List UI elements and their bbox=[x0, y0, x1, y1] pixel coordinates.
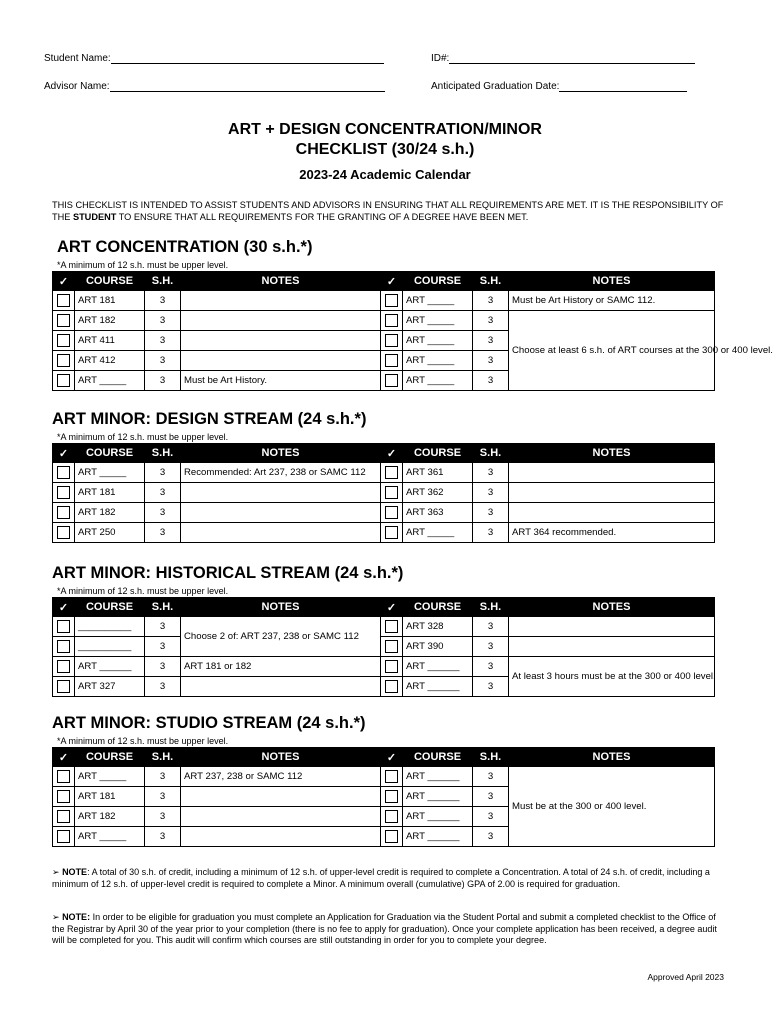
check-cell[interactable] bbox=[381, 657, 403, 677]
checkbox[interactable] bbox=[57, 334, 70, 347]
graduation-date-line[interactable] bbox=[559, 80, 687, 92]
course-cell: ART 361 bbox=[403, 463, 473, 483]
checkbox[interactable] bbox=[57, 486, 70, 499]
table-row bbox=[53, 311, 715, 331]
table-row bbox=[53, 767, 715, 787]
intro-text-1: THIS CHECKLIST IS INTENDED TO ASSIST STUDENTS AND ADVISORS IN ENSURING THAT ALL REQUIREMENTS ARE MET. IT IS THE RESPONSIBILITY OF THE bbox=[52, 200, 724, 222]
check-cell[interactable] bbox=[53, 351, 75, 371]
column-header-check: ✓ bbox=[381, 444, 403, 463]
academic-calendar: 2023-24 Academic Calendar bbox=[299, 167, 471, 182]
notes-cell bbox=[509, 617, 715, 637]
check-cell[interactable] bbox=[381, 807, 403, 827]
checklist-table bbox=[52, 747, 715, 847]
course-cell: ART _____ bbox=[403, 311, 473, 331]
notes-cell: Must be Art History. bbox=[181, 371, 381, 391]
check-cell[interactable] bbox=[381, 637, 403, 657]
footnote-1-label: NOTE bbox=[62, 867, 88, 877]
notes-cell bbox=[181, 331, 381, 351]
checkbox[interactable] bbox=[57, 680, 70, 693]
footnote-2-text: In order to be eligible for graduation you must complete an Application for Graduation via the Student Portal and submit a completed checklist to the Office of the Registrar by April 30 of the year prior to your completion (there is no fee to apply for graduation). Once your complete application has been received, a degree audit will be completed for you. This audit will confirm which courses are still outstanding in order for you to complete your degree. bbox=[52, 912, 717, 945]
course-cell: ART 412 bbox=[75, 351, 145, 371]
checkbox[interactable] bbox=[385, 660, 398, 673]
section-title: ART MINOR: HISTORICAL STREAM (24 s.h.*) bbox=[52, 564, 404, 582]
sh-cell: 3 bbox=[145, 371, 181, 391]
column-header-check: ✓ bbox=[381, 748, 403, 767]
column-header-sh: S.H. bbox=[145, 598, 181, 617]
checkbox[interactable] bbox=[57, 314, 70, 327]
check-cell[interactable] bbox=[381, 677, 403, 697]
check-cell[interactable] bbox=[53, 807, 75, 827]
check-cell[interactable] bbox=[381, 483, 403, 503]
course-cell: ART _____ bbox=[403, 331, 473, 351]
column-header-course: COURSE bbox=[75, 444, 145, 463]
column-header-check: ✓ bbox=[381, 598, 403, 617]
check-cell[interactable] bbox=[53, 463, 75, 483]
checkbox[interactable] bbox=[385, 770, 398, 783]
notes-cell bbox=[181, 351, 381, 371]
table-header-row bbox=[53, 444, 715, 463]
student-id-label: ID#: bbox=[431, 53, 450, 64]
check-cell[interactable] bbox=[381, 523, 403, 543]
approved-date: Approved April 2023 bbox=[647, 972, 724, 982]
course-cell: ART 363 bbox=[403, 503, 473, 523]
course-cell: ART 181 bbox=[75, 483, 145, 503]
checklist-table bbox=[52, 597, 715, 697]
notes-cell: ART 364 recommended. bbox=[509, 523, 715, 543]
sh-cell: 3 bbox=[473, 807, 509, 827]
checkbox[interactable] bbox=[385, 374, 398, 387]
notes-cell bbox=[181, 483, 381, 503]
checkbox[interactable] bbox=[385, 810, 398, 823]
checkbox[interactable] bbox=[385, 620, 398, 633]
column-header-course: COURSE bbox=[75, 272, 145, 291]
course-cell: ART ______ bbox=[403, 657, 473, 677]
column-header-sh: S.H. bbox=[145, 272, 181, 291]
course-cell: ART _____ bbox=[403, 291, 473, 311]
course-cell: ART 390 bbox=[403, 637, 473, 657]
table-row bbox=[53, 637, 715, 657]
checkbox[interactable] bbox=[385, 466, 398, 479]
notes-cell: Must be Art History or SAMC 112. bbox=[509, 291, 715, 311]
sh-cell: 3 bbox=[145, 291, 181, 311]
column-header-notes: NOTES bbox=[181, 598, 381, 617]
sh-cell: 3 bbox=[473, 677, 509, 697]
checkbox[interactable] bbox=[385, 294, 398, 307]
checkbox[interactable] bbox=[385, 354, 398, 367]
column-header-course: COURSE bbox=[75, 598, 145, 617]
student-name-field[interactable] bbox=[44, 52, 384, 64]
student-id-field[interactable] bbox=[431, 52, 695, 64]
notes-cell bbox=[181, 827, 381, 847]
column-header-sh: S.H. bbox=[145, 444, 181, 463]
notes-cell: Recommended: Art 237, 238 or SAMC 112 bbox=[181, 463, 381, 483]
sh-cell: 3 bbox=[473, 351, 509, 371]
intro-paragraph bbox=[52, 199, 732, 223]
course-cell: ART ______ bbox=[403, 767, 473, 787]
column-header-sh: S.H. bbox=[473, 598, 509, 617]
notes-cell: ART 237, 238 or SAMC 112 bbox=[181, 767, 381, 787]
check-cell[interactable] bbox=[53, 827, 75, 847]
column-header-check: ✓ bbox=[53, 598, 75, 617]
checkbox[interactable] bbox=[385, 790, 398, 803]
checkbox[interactable] bbox=[385, 486, 398, 499]
sh-cell: 3 bbox=[473, 503, 509, 523]
checkbox[interactable] bbox=[57, 466, 70, 479]
check-cell[interactable] bbox=[53, 767, 75, 787]
sh-cell: 3 bbox=[145, 807, 181, 827]
checkbox[interactable] bbox=[385, 334, 398, 347]
sh-cell: 3 bbox=[145, 351, 181, 371]
intro-bold: STUDENT bbox=[72, 212, 117, 222]
column-header-sh: S.H. bbox=[145, 748, 181, 767]
notes-cell bbox=[181, 503, 381, 523]
check-cell[interactable] bbox=[381, 311, 403, 331]
footnote-1-text: : A total of 30 s.h. of credit, including a minimum of 12 s.h. of upper-level credit is required to complete a Concentration. A total of 24 s.h. of credit, including a minimum of 12 s.h. of upper-level credit is required to complete a Minor. A minimum overall (cumulative) GPA of 2.00 is required for graduation. bbox=[52, 867, 710, 889]
sh-cell: 3 bbox=[473, 291, 509, 311]
sh-cell: 3 bbox=[145, 677, 181, 697]
bullet-icon: ➢ bbox=[52, 912, 60, 922]
checkbox[interactable] bbox=[385, 314, 398, 327]
check-cell[interactable] bbox=[53, 787, 75, 807]
checklist-table bbox=[52, 443, 715, 543]
sh-cell: 3 bbox=[145, 617, 181, 637]
course-cell: ART _____ bbox=[75, 767, 145, 787]
check-cell[interactable] bbox=[381, 787, 403, 807]
footnote-2 bbox=[52, 912, 720, 947]
notes-cell: Choose 2 of: ART 237, 238 or SAMC 112 bbox=[181, 617, 381, 657]
checkbox[interactable] bbox=[57, 294, 70, 307]
course-cell: ART _____ bbox=[403, 523, 473, 543]
notes-cell bbox=[509, 483, 715, 503]
table-row bbox=[53, 617, 715, 637]
column-header-course: COURSE bbox=[403, 444, 473, 463]
sh-cell: 3 bbox=[145, 767, 181, 787]
checkbox[interactable] bbox=[57, 810, 70, 823]
column-header-course: COURSE bbox=[403, 272, 473, 291]
checkbox[interactable] bbox=[57, 770, 70, 783]
advisor-name-field[interactable] bbox=[44, 80, 385, 92]
section-note: *A minimum of 12 s.h. must be upper level. bbox=[57, 432, 229, 442]
sh-cell: 3 bbox=[145, 657, 181, 677]
notes-cell bbox=[509, 637, 715, 657]
column-header-notes: NOTES bbox=[509, 272, 715, 291]
course-cell: ART 181 bbox=[75, 291, 145, 311]
check-cell[interactable] bbox=[381, 463, 403, 483]
check-cell[interactable] bbox=[53, 503, 75, 523]
advisor-name-label: Advisor Name: bbox=[44, 81, 110, 92]
check-cell[interactable] bbox=[381, 371, 403, 391]
column-header-notes: NOTES bbox=[181, 444, 381, 463]
course-cell: ART 327 bbox=[75, 677, 145, 697]
course-cell: ART 182 bbox=[75, 807, 145, 827]
notes-cell bbox=[181, 787, 381, 807]
section-note: *A minimum of 12 s.h. must be upper level. bbox=[57, 586, 229, 596]
sh-cell: 3 bbox=[145, 787, 181, 807]
checkbox[interactable] bbox=[385, 680, 398, 693]
sh-cell: 3 bbox=[145, 503, 181, 523]
checkbox[interactable] bbox=[57, 354, 70, 367]
check-cell[interactable] bbox=[381, 351, 403, 371]
title-line-1: ART + DESIGN CONCENTRATION/MINOR bbox=[228, 121, 542, 138]
section-note: *A minimum of 12 s.h. must be upper level. bbox=[57, 260, 229, 270]
checkbox[interactable] bbox=[385, 506, 398, 519]
table-row bbox=[53, 523, 715, 543]
course-cell: ART 362 bbox=[403, 483, 473, 503]
course-cell: __________ bbox=[75, 637, 145, 657]
check-cell[interactable] bbox=[381, 827, 403, 847]
sh-cell: 3 bbox=[145, 463, 181, 483]
course-cell: ART _____ bbox=[75, 371, 145, 391]
student-name-line[interactable] bbox=[111, 52, 384, 64]
table-header-row bbox=[53, 748, 715, 767]
footnote-1 bbox=[52, 867, 720, 890]
sh-cell: 3 bbox=[473, 311, 509, 331]
checkbox[interactable] bbox=[57, 506, 70, 519]
course-cell: __________ bbox=[75, 617, 145, 637]
sh-cell: 3 bbox=[473, 637, 509, 657]
sh-cell: 3 bbox=[473, 827, 509, 847]
column-header-check: ✓ bbox=[53, 272, 75, 291]
check-cell[interactable] bbox=[53, 637, 75, 657]
check-cell[interactable] bbox=[53, 331, 75, 351]
intro-text-2: TO ENSURE THAT ALL REQUIREMENTS FOR THE GRANTING OF A DEGREE HAVE BEEN MET. bbox=[116, 212, 529, 222]
checkbox[interactable] bbox=[57, 640, 70, 653]
column-header-course: COURSE bbox=[75, 748, 145, 767]
sh-cell: 3 bbox=[473, 331, 509, 351]
checkbox[interactable] bbox=[57, 830, 70, 843]
notes-cell: ART 181 or 182 bbox=[181, 657, 381, 677]
course-cell: ART ______ bbox=[403, 827, 473, 847]
sh-cell: 3 bbox=[145, 483, 181, 503]
checkbox[interactable] bbox=[57, 526, 70, 539]
table-row bbox=[53, 463, 715, 483]
sh-cell: 3 bbox=[145, 311, 181, 331]
student-name-label: Student Name: bbox=[44, 53, 111, 64]
sh-cell: 3 bbox=[473, 767, 509, 787]
checkbox[interactable] bbox=[385, 640, 398, 653]
notes-cell: Choose at least 6 s.h. of ART courses at the 300 or 400 level. bbox=[509, 311, 715, 391]
checkbox[interactable] bbox=[57, 660, 70, 673]
course-cell: ART ______ bbox=[403, 787, 473, 807]
course-cell: ART _____ bbox=[75, 463, 145, 483]
section-title: ART MINOR: STUDIO STREAM (24 s.h.*) bbox=[52, 714, 366, 732]
checkbox[interactable] bbox=[57, 620, 70, 633]
sh-cell: 3 bbox=[473, 483, 509, 503]
column-header-check: ✓ bbox=[53, 748, 75, 767]
check-cell[interactable] bbox=[53, 657, 75, 677]
column-header-sh: S.H. bbox=[473, 748, 509, 767]
course-cell: ART _____ bbox=[403, 351, 473, 371]
course-cell: ART _____ bbox=[75, 827, 145, 847]
student-id-line[interactable] bbox=[449, 52, 695, 64]
sh-cell: 3 bbox=[145, 331, 181, 351]
sh-cell: 3 bbox=[473, 523, 509, 543]
column-header-notes: NOTES bbox=[181, 748, 381, 767]
section-note: *A minimum of 12 s.h. must be upper level. bbox=[57, 736, 229, 746]
section-title: ART CONCENTRATION (30 s.h.*) bbox=[57, 238, 313, 256]
table-row bbox=[53, 657, 715, 677]
notes-cell: At least 3 hours must be at the 300 or 400 level. bbox=[509, 657, 715, 697]
table-row bbox=[53, 503, 715, 523]
check-cell[interactable] bbox=[381, 617, 403, 637]
graduation-date-field[interactable] bbox=[431, 80, 687, 92]
course-cell: ART 411 bbox=[75, 331, 145, 351]
sh-cell: 3 bbox=[473, 787, 509, 807]
check-cell[interactable] bbox=[53, 311, 75, 331]
graduation-date-label: Anticipated Graduation Date: bbox=[431, 81, 560, 92]
column-header-course: COURSE bbox=[403, 748, 473, 767]
course-cell: ART _____ bbox=[403, 371, 473, 391]
footnote-2-label: NOTE: bbox=[62, 912, 91, 922]
table-row bbox=[53, 483, 715, 503]
column-header-sh: S.H. bbox=[473, 444, 509, 463]
checkbox[interactable] bbox=[57, 790, 70, 803]
sh-cell: 3 bbox=[145, 827, 181, 847]
sh-cell: 3 bbox=[145, 523, 181, 543]
column-header-notes: NOTES bbox=[509, 444, 715, 463]
table-row bbox=[53, 291, 715, 311]
checkbox[interactable] bbox=[57, 374, 70, 387]
check-cell[interactable] bbox=[381, 291, 403, 311]
notes-cell bbox=[181, 807, 381, 827]
sh-cell: 3 bbox=[145, 637, 181, 657]
column-header-check: ✓ bbox=[53, 444, 75, 463]
column-header-check: ✓ bbox=[381, 272, 403, 291]
check-cell[interactable] bbox=[53, 291, 75, 311]
course-cell: ART ______ bbox=[403, 677, 473, 697]
table-header-row bbox=[53, 272, 715, 291]
course-cell: ART 328 bbox=[403, 617, 473, 637]
notes-cell bbox=[181, 311, 381, 331]
advisor-name-line[interactable] bbox=[110, 80, 385, 92]
notes-cell bbox=[509, 503, 715, 523]
title-line-2: CHECKLIST (30/24 s.h.) bbox=[295, 141, 475, 158]
checkbox[interactable] bbox=[385, 526, 398, 539]
notes-cell: Must be at the 300 or 400 level. bbox=[509, 767, 715, 847]
bullet-icon: ➢ bbox=[52, 867, 60, 877]
sh-cell: 3 bbox=[473, 463, 509, 483]
checkbox[interactable] bbox=[385, 830, 398, 843]
check-cell[interactable] bbox=[381, 331, 403, 351]
course-cell: ART 182 bbox=[75, 311, 145, 331]
column-header-sh: S.H. bbox=[473, 272, 509, 291]
course-cell: ART ______ bbox=[75, 657, 145, 677]
section-title: ART MINOR: DESIGN STREAM (24 s.h.*) bbox=[52, 410, 367, 428]
page-title bbox=[0, 120, 770, 160]
course-cell: ART 182 bbox=[75, 503, 145, 523]
check-cell[interactable] bbox=[53, 677, 75, 697]
sh-cell: 3 bbox=[473, 371, 509, 391]
course-cell: ART 250 bbox=[75, 523, 145, 543]
notes-cell bbox=[181, 523, 381, 543]
check-cell[interactable] bbox=[53, 523, 75, 543]
check-cell[interactable] bbox=[53, 617, 75, 637]
column-header-notes: NOTES bbox=[509, 748, 715, 767]
column-header-notes: NOTES bbox=[181, 272, 381, 291]
sh-cell: 3 bbox=[473, 657, 509, 677]
column-header-course: COURSE bbox=[403, 598, 473, 617]
check-cell[interactable] bbox=[381, 503, 403, 523]
check-cell[interactable] bbox=[381, 767, 403, 787]
sh-cell: 3 bbox=[473, 617, 509, 637]
notes-cell bbox=[181, 291, 381, 311]
table-header-row bbox=[53, 598, 715, 617]
check-cell[interactable] bbox=[53, 371, 75, 391]
notes-cell bbox=[509, 463, 715, 483]
checklist-table bbox=[52, 271, 773, 391]
notes-cell bbox=[181, 677, 381, 697]
course-cell: ART ______ bbox=[403, 807, 473, 827]
course-cell: ART 181 bbox=[75, 787, 145, 807]
check-cell[interactable] bbox=[53, 483, 75, 503]
column-header-notes: NOTES bbox=[509, 598, 715, 617]
